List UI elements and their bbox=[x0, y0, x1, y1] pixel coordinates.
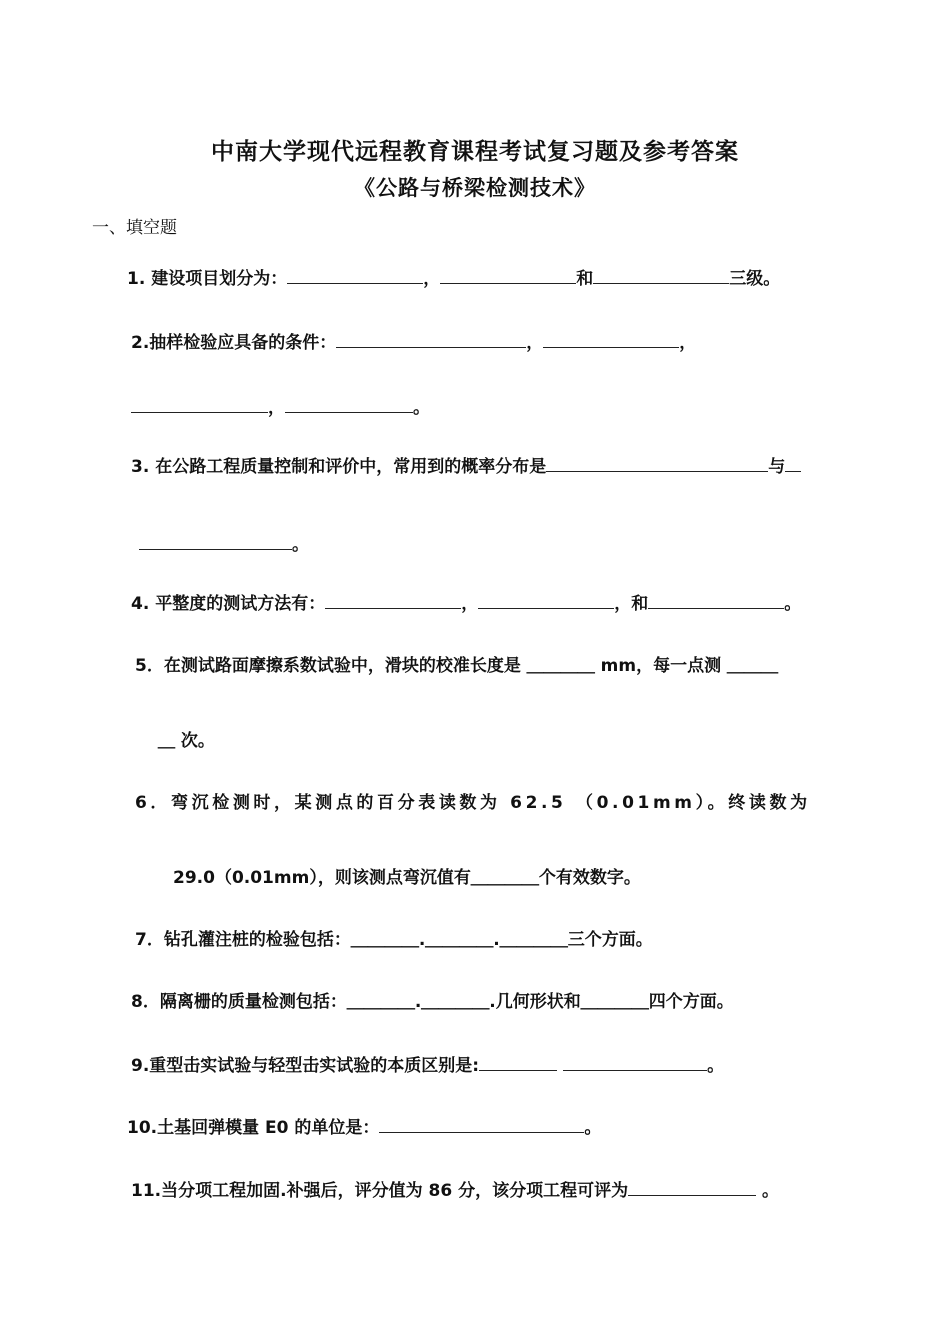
separator: 与 bbox=[768, 457, 786, 477]
answer-blank[interactable] bbox=[628, 1179, 756, 1196]
question-suffix: 。 bbox=[292, 535, 309, 555]
separator: ， bbox=[526, 333, 544, 353]
section-heading: 一、填空题 bbox=[92, 218, 177, 238]
separator: ，和 bbox=[614, 594, 649, 614]
question-10-text: 10.土基回弹模量 E0 的单位是： bbox=[127, 1118, 380, 1138]
course-title: 《公路与桥梁检测技术》 bbox=[354, 175, 596, 200]
question-3-text: 3. 在公路工程质量控制和评价中，常用到的概率分布是 bbox=[131, 457, 547, 477]
question-4-text: 4. 平整度的测试方法有： bbox=[131, 594, 326, 614]
question-2-text: 2.抽样检验应具备的条件： bbox=[131, 333, 337, 353]
answer-blank[interactable] bbox=[139, 533, 292, 550]
question-6-continued: 29.0（0.01mm），则该测点弯沉值有＿＿＿＿个有效数字。 bbox=[173, 868, 641, 888]
document-title: 中南大学现代远程教育课程考试复习题及参考答案 bbox=[211, 138, 739, 165]
question-7: 7．钻孔灌注桩的检验包括：＿＿＿＿.＿＿＿＿.＿＿＿＿三个方面。 bbox=[135, 930, 653, 950]
question-2 bbox=[131, 328, 696, 353]
answer-blank[interactable] bbox=[479, 1054, 557, 1071]
answer-blank[interactable] bbox=[325, 592, 461, 609]
question-1-text: 1. 建设项目划分为： bbox=[127, 269, 288, 289]
answer-blank[interactable] bbox=[543, 331, 679, 348]
question-1 bbox=[127, 264, 780, 289]
answer-blank[interactable] bbox=[478, 592, 614, 609]
question-3-continued bbox=[139, 530, 309, 555]
question-suffix: 。 bbox=[413, 398, 430, 418]
question-suffix: 。 bbox=[707, 1056, 725, 1076]
answer-blank[interactable] bbox=[593, 267, 729, 284]
answer-blank[interactable] bbox=[131, 396, 268, 413]
separator: 和 bbox=[576, 269, 594, 289]
question-6: 6．弯沉检测时，某测点的百分表读数为 62.5 （0.01mm）。终读数为 bbox=[135, 793, 811, 813]
answer-blank[interactable] bbox=[379, 1116, 584, 1133]
question-9-text: 9.重型击实试验与轻型击实试验的本质区别是: bbox=[131, 1056, 480, 1076]
question-11 bbox=[131, 1176, 779, 1201]
answer-blank[interactable] bbox=[785, 455, 801, 472]
question-10 bbox=[127, 1113, 601, 1138]
answer-blank[interactable] bbox=[287, 267, 423, 284]
question-9 bbox=[131, 1051, 724, 1076]
separator: ， bbox=[461, 594, 479, 614]
answer-blank[interactable] bbox=[440, 267, 576, 284]
question-4 bbox=[131, 589, 801, 614]
question-suffix: 。 bbox=[584, 1118, 602, 1138]
question-2-continued bbox=[131, 393, 430, 418]
question-8: 8．隔离栅的质量检测包括：＿＿＿＿.＿＿＿＿.几何形状和＿＿＿＿四个方面。 bbox=[131, 992, 734, 1012]
answer-blank[interactable] bbox=[336, 331, 526, 348]
separator: ， bbox=[423, 269, 441, 289]
question-5-continued: ＿ 次。 bbox=[158, 731, 215, 751]
question-11-text: 11.当分项工程加固.补强后，评分值为 86 分，该分项工程可评为 bbox=[131, 1181, 629, 1201]
question-suffix: 三级。 bbox=[729, 269, 781, 289]
separator: ， bbox=[679, 333, 697, 353]
question-5: 5．在测试路面摩擦系数试验中，滑块的校准长度是 ＿＿＿＿ mm，每一点测 ＿＿＿ bbox=[135, 656, 779, 676]
answer-blank[interactable] bbox=[648, 592, 784, 609]
question-suffix: 。 bbox=[756, 1181, 779, 1201]
question-suffix: 。 bbox=[784, 594, 802, 614]
answer-blank[interactable] bbox=[563, 1054, 707, 1071]
answer-blank[interactable] bbox=[546, 455, 768, 472]
separator: ， bbox=[268, 398, 285, 418]
answer-blank[interactable] bbox=[285, 396, 413, 413]
question-3 bbox=[131, 452, 801, 477]
